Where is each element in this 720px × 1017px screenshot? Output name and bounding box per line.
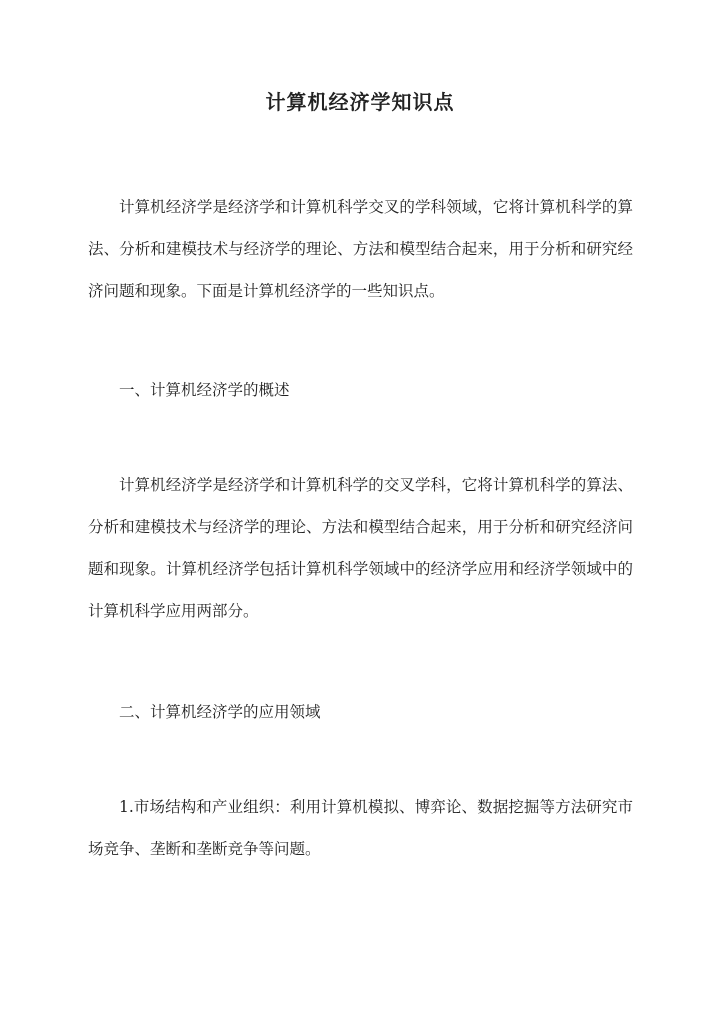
document-title: 计算机经济学知识点 [265, 90, 455, 114]
intro-paragraph: 计算机经济学是经济学和计算机科学交叉的学科领域，它将计算机科学的算法、分析和建模技术与经济学的理论、方法和模型结合起来，用于分析和研究经济问题和现象。下面是计算机经济学的一些知识点。 [88, 198, 633, 300]
section-heading-applications: 二、计算机经济学的应用领域 [119, 703, 321, 721]
section-heading-overview: 一、计算机经济学的概述 [119, 381, 290, 399]
section-paragraph-overview: 计算机经济学是经济学和计算机科学的交叉学科，它将计算机科学的算法、分析和建模技术与经济学的理论、方法和模型结合起来，用于分析和研究经济问题和现象。计算机经济学包括计算机科学领域中的经济学应用和经济学领域中的计算机科学应用两部分。 [88, 476, 633, 620]
section-paragraph-market-structure: 1.市场结构和产业组织：利用计算机模拟、博弈论、数据挖掘等方法研究市场竞争、垄断和垄断竞争等问题。 [88, 798, 633, 858]
